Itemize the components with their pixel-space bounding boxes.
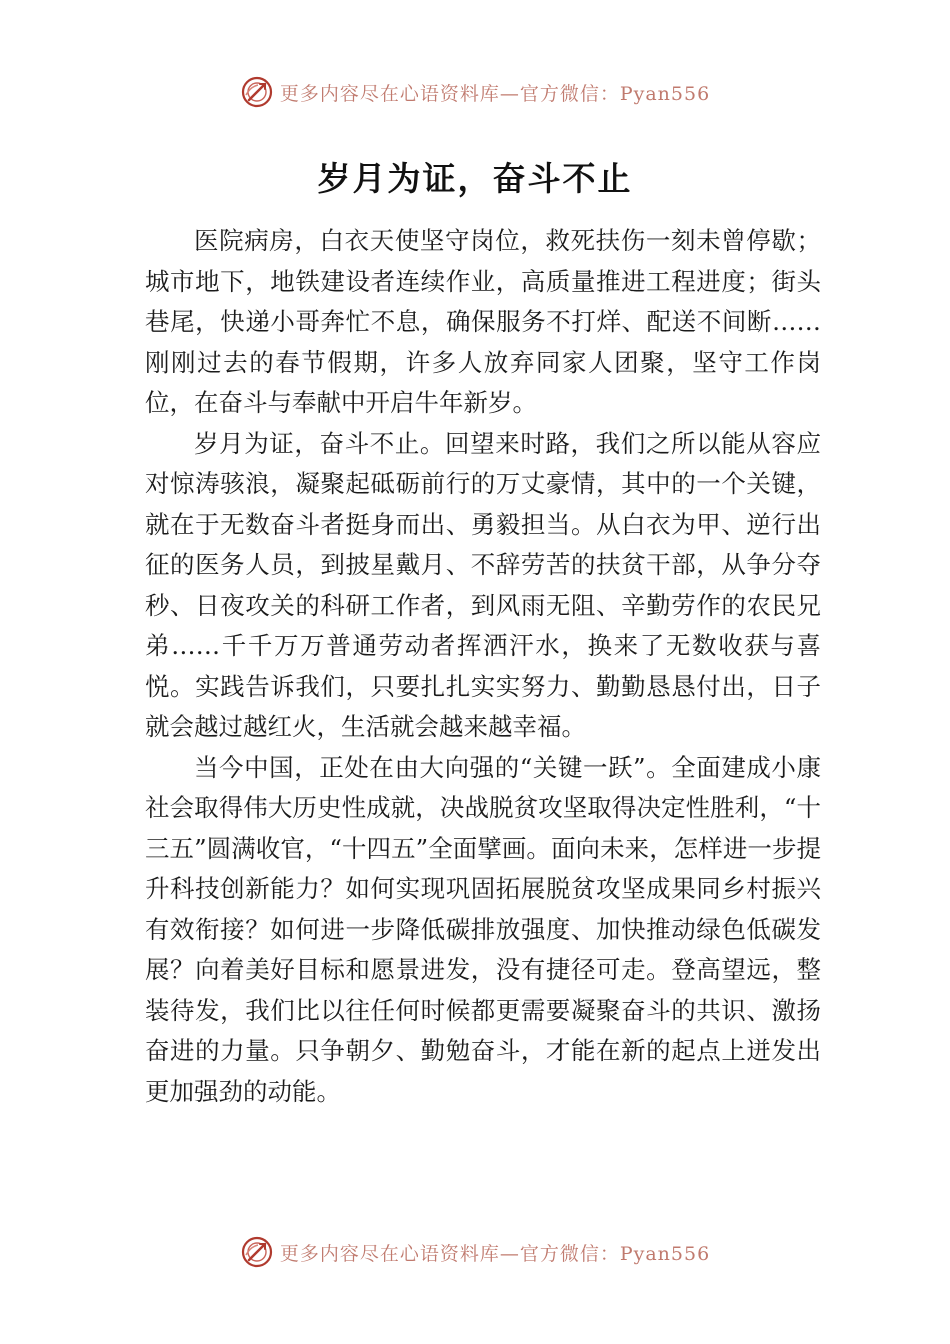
paragraph-1: 医院病房，白衣天使坚守岗位，救死扶伤一刻未曾停歇；城市地下，地铁建设者连续作业，高质量推进工程进度；街头巷尾，快递小哥奔忙不息，确保服务不打烊、配送不间断……刚刚过去的春节假期，许多人放弃同家人团聚，坚守工作岗位，在奋斗与奉献中开启牛年新岁。 [145, 226, 821, 417]
paragraph-2: 岁月为证，奋斗不止。回望来时路，我们之所以能从容应对惊涛骇浪，凝聚起砥砺前行的万丈豪情，其中的一个关键，就在于无数奋斗者挺身而出、勇毅担当。从白衣为甲、逆行出征的医务人员，到披星戴月、不辞劳苦的扶贫干部，从争分夺秒、日夜攻关的科研工作者，到风雨无阻、辛勤劳作的农民兄弟……千千万万普通劳动者挥洒汗水，换来了无数收获与喜悦。实践告诉我们，只要扎扎实实努力、勤勤恳恳付出，日子就会越过越红火，生活就会越来越幸福。 [145, 428, 821, 741]
header-banner-text: 更多内容尽在心语资料库—官方微信：Pyan556 [279, 82, 711, 105]
document-title: 岁月为证，奋斗不止 [317, 159, 633, 198]
brand-logo-icon [240, 75, 274, 109]
brand-logo-icon [240, 1235, 274, 1269]
footer-banner-text: 更多内容尽在心语资料库—官方微信：Pyan556 [279, 1242, 711, 1265]
footer-banner [0, 1232, 950, 1272]
article-body [145, 221, 821, 1112]
header-banner [0, 72, 950, 112]
paragraph-3: 当今中国，正处在由大向强的“关键一跃”。全面建成小康社会取得伟大历史性成就，决战脱贫攻坚取得决定性胜利，“十三五”圆满收官，“十四五”全面擘画。面向未来，怎样进一步提升科技创新能力？如何实现巩固拓展脱贫攻坚成果同乡村振兴有效衔接？如何进一步降低碳排放强度、加快推动绿色低碳发展？向着美好目标和愿景进发，没有捷径可走。登高望远，整装待发，我们比以往任何时候都更需要凝聚奋斗的共识、激扬奋进的力量。只争朝夕、勤勉奋斗，才能在新的起点上迸发出更加强劲的动能。 [145, 752, 821, 1106]
